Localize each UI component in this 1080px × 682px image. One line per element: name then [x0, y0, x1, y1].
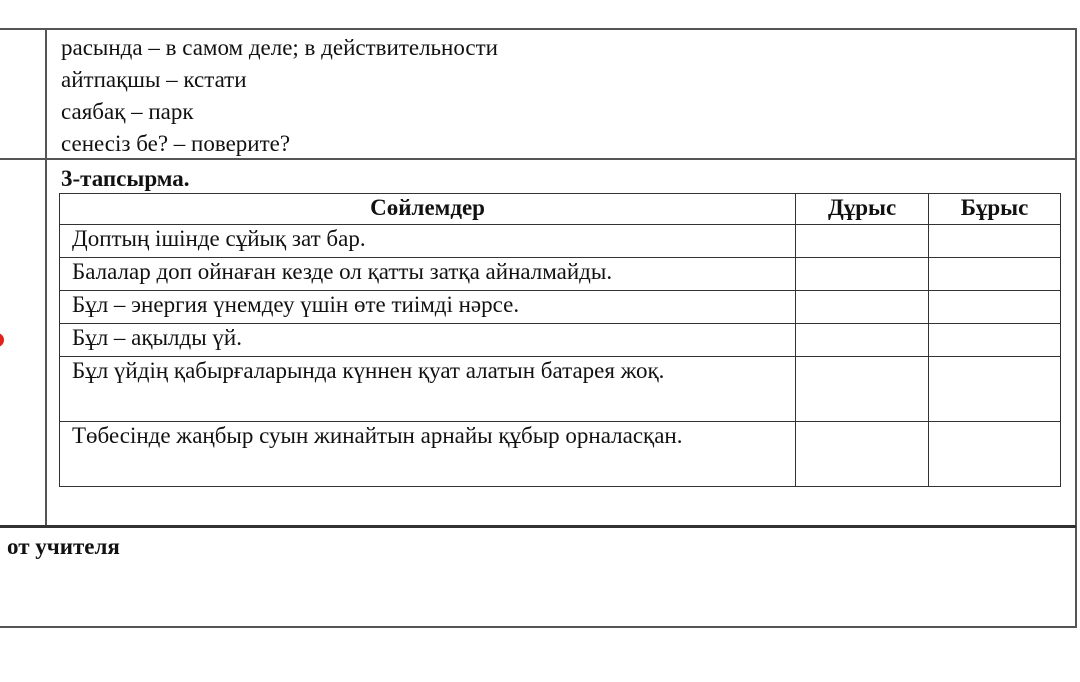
header-sentences: Сөйлемдер: [60, 194, 796, 225]
correct-answer-cell[interactable]: [796, 422, 929, 487]
table-row: [60, 225, 1061, 258]
incorrect-answer-cell[interactable]: [929, 324, 1061, 357]
vocabulary-item: айтпақшы – кстати: [61, 67, 247, 92]
task-title: 3-тапсырма.: [61, 166, 190, 191]
top-border: [0, 28, 1076, 30]
sentence-cell: Бұл – энергия үнемдеу үшін өте тиімді нәрсе.: [60, 291, 796, 324]
bottom-border: [0, 626, 1076, 628]
vocabulary-item: сенесіз бе? – поверите?: [61, 131, 291, 156]
incorrect-answer-cell[interactable]: [929, 258, 1061, 291]
right-border: [1075, 28, 1077, 628]
table-header-row: [60, 194, 1061, 225]
sentence-cell: Бұл – ақылды үй.: [60, 324, 796, 357]
correct-answer-cell[interactable]: [796, 225, 929, 258]
vocabulary-list: [61, 32, 498, 160]
sentence-cell: Балалар доп ойнаған кезде ол қатты затқа айналмайды.: [60, 258, 796, 291]
correct-answer-cell[interactable]: [796, 357, 929, 422]
table-row: [60, 291, 1061, 324]
correct-answer-cell[interactable]: [796, 324, 929, 357]
table-row: [60, 422, 1061, 487]
incorrect-answer-cell[interactable]: [929, 291, 1061, 324]
section-separator: [0, 525, 1076, 528]
teacher-feedback-label: от учителя: [7, 534, 120, 559]
incorrect-answer-cell[interactable]: [929, 225, 1061, 258]
vocabulary-item: саябақ – парк: [61, 99, 194, 124]
header-correct: Дұрыс: [796, 194, 929, 225]
true-false-table: [59, 193, 1061, 487]
table-row: [60, 258, 1061, 291]
incorrect-answer-cell[interactable]: [929, 357, 1061, 422]
table-row: [60, 324, 1061, 357]
red-marker: [0, 333, 4, 347]
incorrect-answer-cell[interactable]: [929, 422, 1061, 487]
left-column-border: [45, 28, 47, 526]
vocabulary-item: расында – в самом деле; в действительности: [61, 35, 498, 60]
sentence-cell: Бұл үйдің қабырғаларында күннен қуат алатын батарея жоқ.: [60, 357, 796, 422]
correct-answer-cell[interactable]: [796, 291, 929, 324]
table-row: [60, 357, 1061, 422]
sentence-cell: Доптың ішінде сұйық зат бар.: [60, 225, 796, 258]
correct-answer-cell[interactable]: [796, 258, 929, 291]
sentence-cell: Төбесінде жаңбыр суын жинайтын арнайы құбыр орналасқан.: [60, 422, 796, 487]
header-incorrect: Бұрыс: [929, 194, 1061, 225]
